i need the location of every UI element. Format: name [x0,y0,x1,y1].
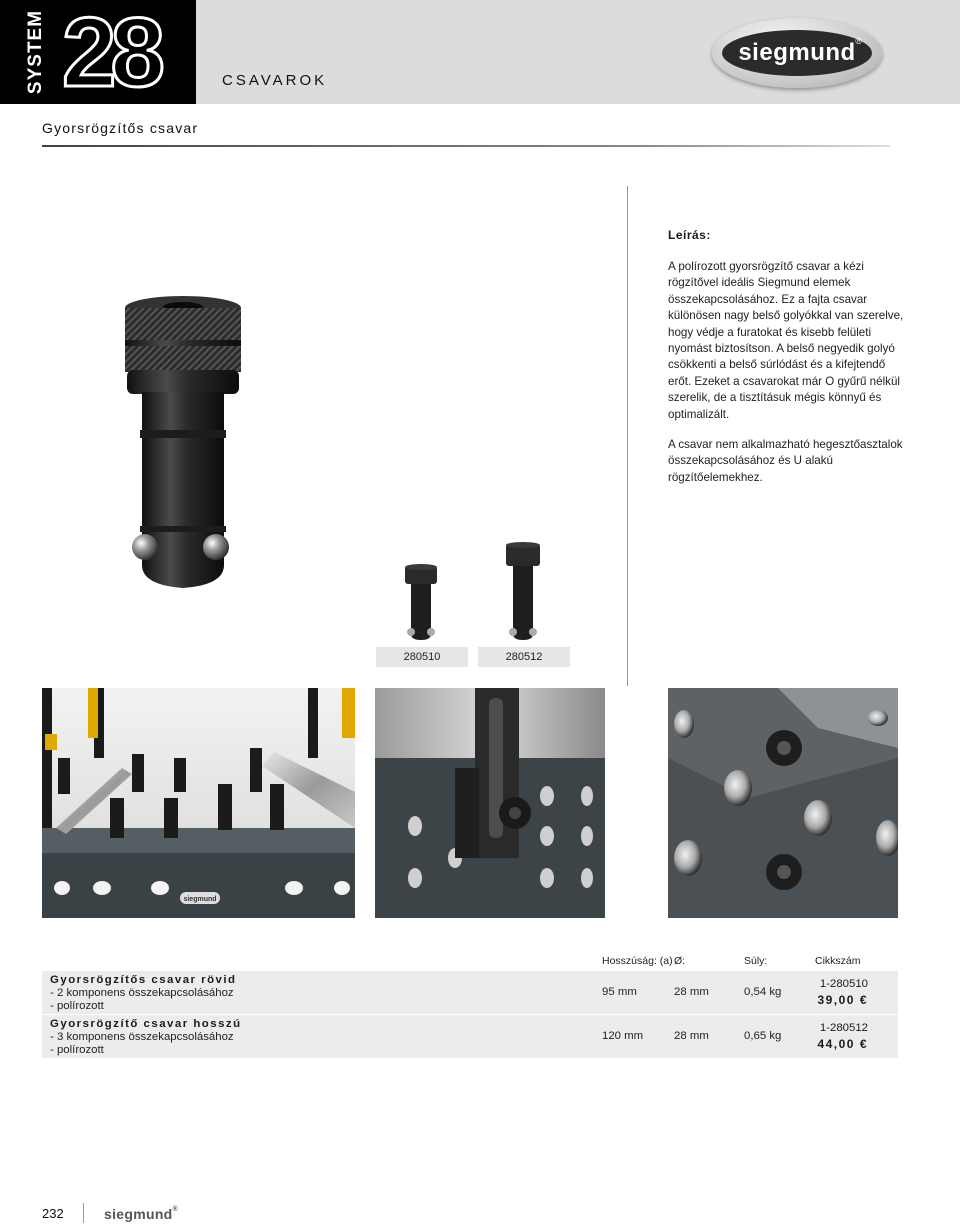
column-divider [627,186,628,686]
diameter-value: 28 mm [674,986,709,998]
photo-welding-table [42,688,355,918]
length-value: 120 mm [602,1030,644,1042]
product-image-main [118,290,248,595]
system-badge [0,0,196,107]
brand-logo [712,18,882,88]
variant-label-280510: 280510 [376,647,468,667]
article-number: 1-280510 [819,978,868,990]
photo-holes-closeup [668,688,898,918]
footer-brand-logo [104,1206,178,1222]
page-number: 232 [42,1206,64,1221]
photo-profile-connection [375,688,605,918]
footer-brand-text: siegmund [104,1206,173,1222]
table-brand-logo: siegmund [183,896,217,903]
table-row [42,971,898,1014]
table-row [42,1015,898,1058]
variant-label-280512: 280512 [478,647,570,667]
weight-value: 0,54 kg [744,986,782,998]
header-article: Cikkszám [815,955,861,967]
product-name: Gyorsrögzítős csavar rövid [50,974,237,986]
diameter-value: 28 mm [674,1030,709,1042]
product-image-long [503,540,543,642]
title-divider [42,145,890,147]
description-paragraph-1: A polírozott gyorsrögzítő csavar a kézi rögzítővel ideális Siegmund elemek összekapcsolásához. Ez a fajta csavar különösen nagy belső golyókkal van szerelve, hogy védje a furatokat és kisebb felületi nyomást biztosítson. A belső negyedik golyó csökkenti a belső súrlódást és a kifejtendő erőt. Ezeket a csavarokat már O gyűrű nélkül szerelik, de a tisztításuk mégis könnyű és optimalizált. [668,260,904,421]
footer-reg-mark: ® [172,1206,178,1213]
product-feature: - polírozott [50,1000,104,1012]
header-diameter: Ø: [674,955,686,967]
system-word: SYSTEM [25,9,46,95]
product-feature: - 3 komponens összekapcsolásához [50,1031,234,1043]
description-paragraph-2: A csavar nem alkalmazható hegesztőasztalok összekapcsolásához és U alakú rögzítőelemekhez. [668,438,903,484]
header-weight: Súly: [744,955,768,967]
price: 39,00 € [817,993,868,1007]
description-label: Leírás: [668,228,711,242]
header-length: Hosszúság: (a) [602,955,673,967]
article-number: 1-280512 [819,1022,868,1034]
price: 44,00 € [817,1037,868,1051]
footer-divider [83,1203,84,1223]
length-value: 95 mm [602,986,637,998]
brand-reg-mark: ® [855,36,862,46]
page-subtitle: Gyorsrögzítős csavar [42,120,199,136]
section-title: CSAVAROK [222,72,328,89]
product-feature: - polírozott [50,1044,104,1056]
brand-logo-text: siegmund [738,39,856,66]
page-header [0,0,960,107]
product-feature: - 2 komponens összekapcsolásához [50,987,234,999]
system-number: 28 [62,0,160,107]
product-name: Gyorsrögzítő csavar hosszú [50,1018,242,1030]
product-image-short [403,562,439,642]
weight-value: 0,65 kg [744,1030,782,1042]
